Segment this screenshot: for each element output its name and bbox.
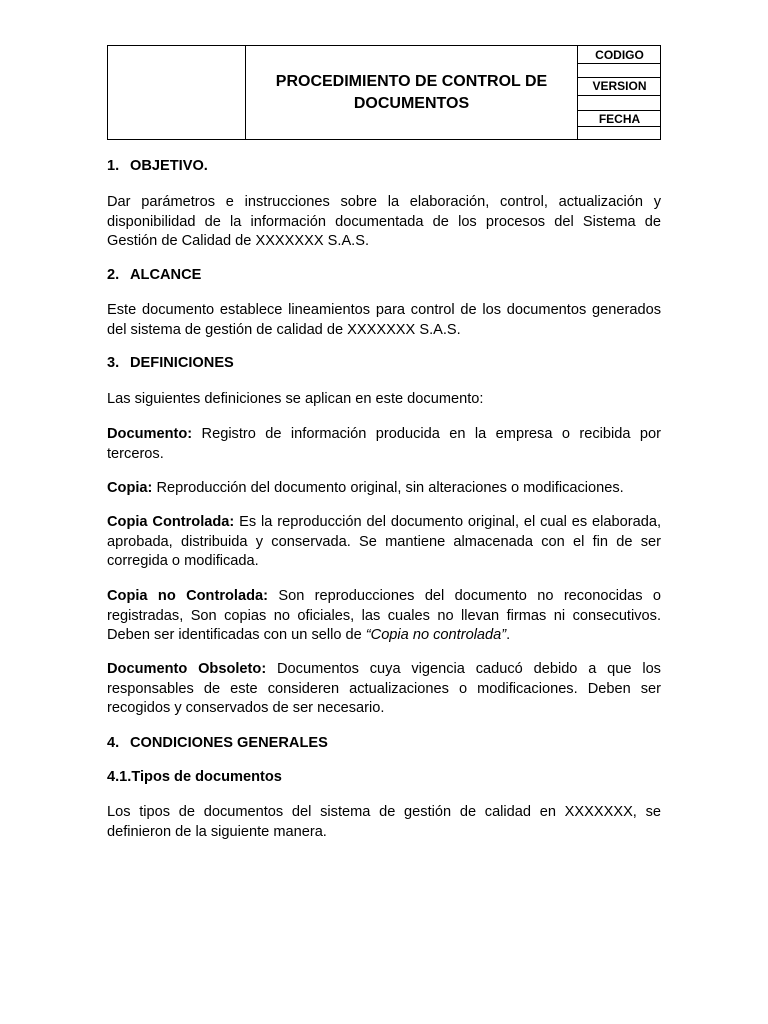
section-title: ALCANCE xyxy=(130,267,202,283)
definition-text: Es la reproducción del documento original, el cual es elaborada, aprobada, distribuida y conservada. Se mantiene almacenada con el fin de ser corregida o modificada. xyxy=(107,514,662,569)
definition-term: Copia no Controlada: xyxy=(107,588,268,604)
section-heading-definiciones xyxy=(107,354,234,374)
definition-term: Copia: xyxy=(107,480,153,496)
codigo-label: CODIGO xyxy=(595,48,644,62)
definition-text: Son reproducciones del documento no reconocidas o registradas, Son copias no oficiales, las cuales no llevan firmas ni consecutivos. Deben ser identificadas con un sello de xyxy=(107,588,661,643)
divider xyxy=(578,126,661,127)
section-title: DEFINICIONES xyxy=(130,355,234,371)
definition-copia-no-controlada xyxy=(107,587,661,646)
section-number: 1. xyxy=(107,158,120,174)
section-number: 4. xyxy=(107,735,120,751)
section-heading-objetivo xyxy=(107,157,208,177)
definition-stamp-text: “Copia no controlada” xyxy=(365,627,507,643)
definition-text: Registro de información producida en la empresa o recibida por terceros. xyxy=(107,426,661,462)
definition-documento xyxy=(107,425,661,464)
divider xyxy=(578,63,661,64)
definition-tail: . xyxy=(506,627,511,643)
definiciones-intro: Las siguientes definiciones se aplican en este documento: xyxy=(107,391,484,407)
section-heading-alcance xyxy=(107,266,201,286)
alcance-text: Este documento establece lineamientos para control de los documentos generados del sistema de gestión de calidad de XXXXXXX S.A.S. xyxy=(107,302,661,338)
section-heading-condiciones xyxy=(107,734,328,754)
section-title: OBJETIVO. xyxy=(130,158,208,174)
definition-copia xyxy=(107,479,661,499)
definition-text: Reproducción del documento original, sin alteraciones o modificaciones. xyxy=(152,480,624,496)
definition-term: Documento: xyxy=(107,426,193,442)
metadata-column xyxy=(577,46,661,139)
subsection-title: Tipos de documentos xyxy=(131,769,282,785)
definition-term: Documento Obsoleto: xyxy=(107,661,267,677)
header-table xyxy=(107,45,661,140)
fecha-label: FECHA xyxy=(598,112,641,126)
subsection-number: 4.1. xyxy=(107,769,132,785)
logo-cell xyxy=(108,46,246,139)
objetivo-text: Dar parámetros e instrucciones sobre la elaboración, control, actualización y disponibilidad de la información documentada de los procesos del Sistema de Gestión de Calidad de XXXXXXX S.A.S. xyxy=(107,194,661,249)
definition-documento-obsoleto xyxy=(107,660,661,719)
definition-text: Documentos cuya vigencia caducó debido a que los responsables de este consideren actualizaciones o modificaciones. Deben ser recogidos y conservados de ser necesario. xyxy=(107,661,661,716)
section-number: 2. xyxy=(107,267,120,283)
subsection-heading-tipos xyxy=(107,768,282,788)
version-label: VERSION xyxy=(592,79,647,93)
section-title: CONDICIONES GENERALES xyxy=(130,735,328,751)
document-title: PROCEDIMIENTO DE CONTROL DE DOCUMENTOS xyxy=(275,72,548,112)
definition-term: Copia Controlada: xyxy=(107,514,235,530)
tipos-text: Los tipos de documentos del sistema de gestión de calidad en XXXXXXX, se definieron de la siguiente manera. xyxy=(107,804,661,840)
definition-copia-controlada xyxy=(107,513,661,572)
section-number: 3. xyxy=(107,355,120,371)
divider xyxy=(578,95,661,96)
